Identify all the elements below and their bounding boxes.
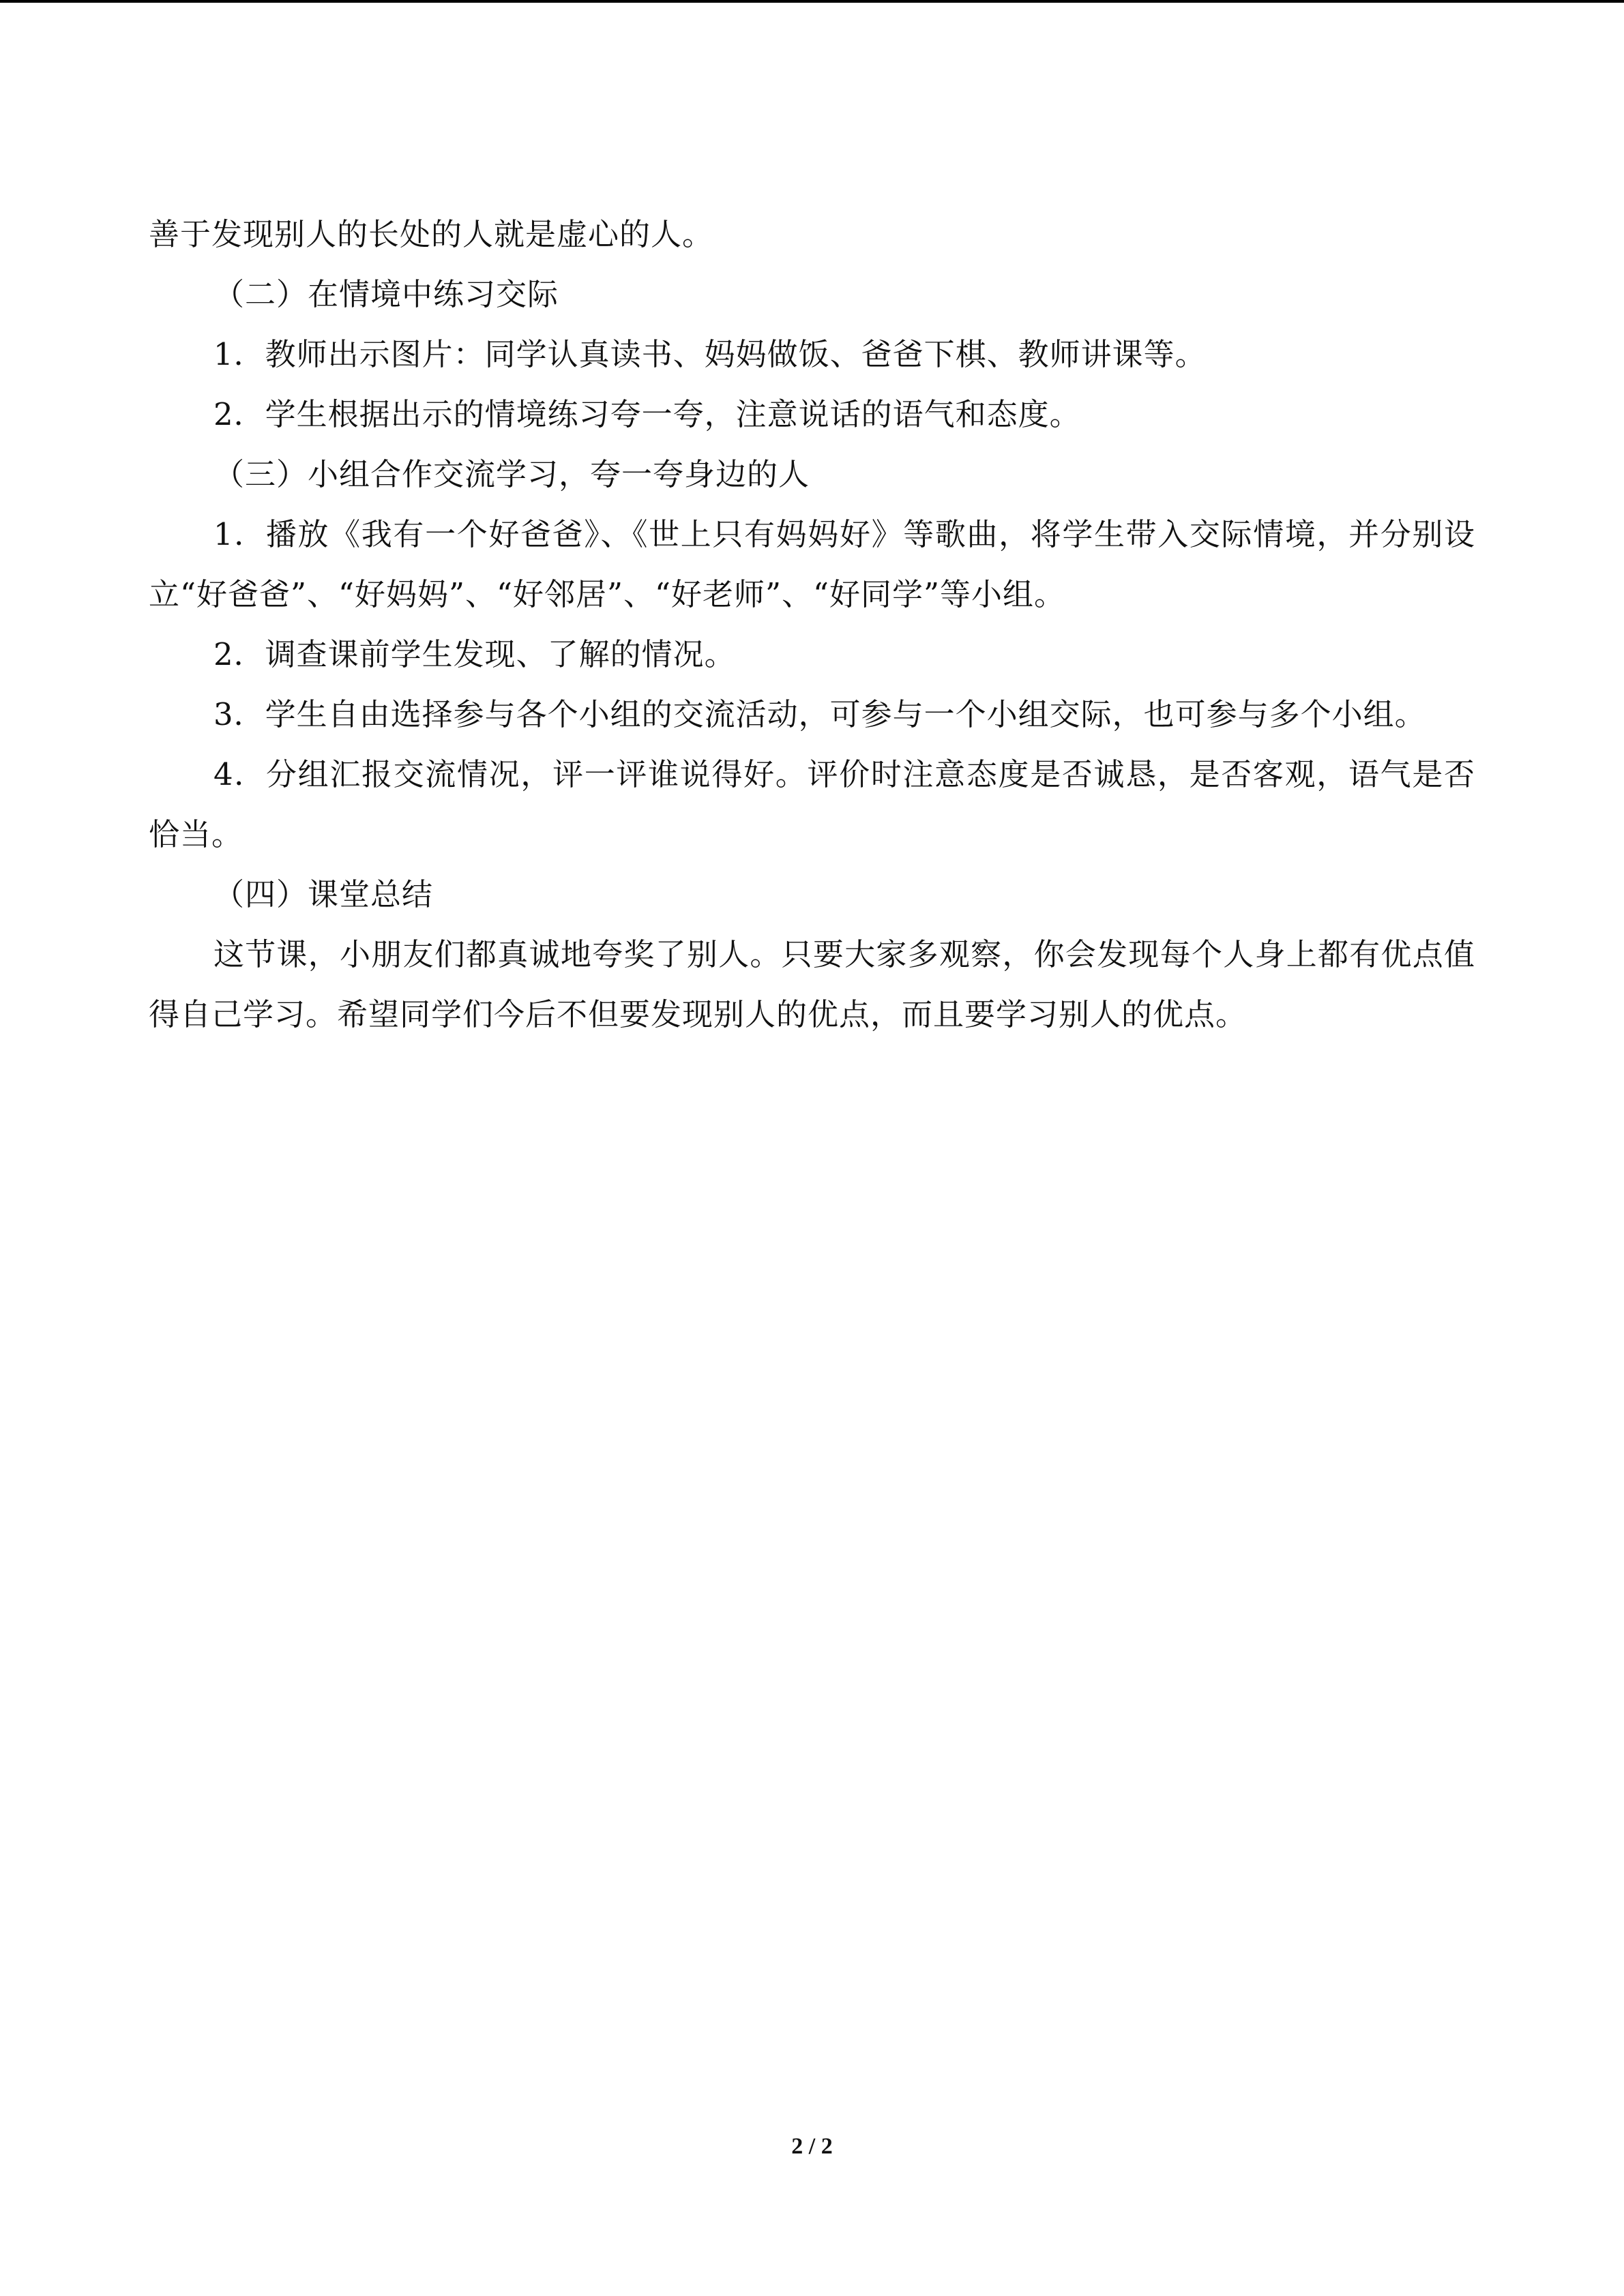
- paragraph-1: 善于发现别人的长处的人就是虚心的人。: [149, 216, 714, 252]
- paragraph-9: 4．分组汇报交流情况，评一评谁说得好。评价时注意态度是否诚恳，是否客观，语气是否恰当。: [149, 756, 1475, 852]
- paragraph-7: 2．调查课前学生发现、了解的情况。: [213, 636, 736, 672]
- page-number: 2 / 2: [791, 2134, 833, 2159]
- paragraph-6: 1．播放《我有一个好爸爸》、《世上只有妈妈好》等歌曲，将学生带入交际情境，并分别设立“好爸爸”、“好妈妈”、“好邻居”、“好老师”、“好同学”等小组。: [149, 516, 1475, 612]
- section-heading-2: （二）在情境中练习交际: [213, 276, 559, 312]
- section-heading-4: （四）课堂总结: [213, 876, 434, 912]
- paragraph-8: 3．学生自由选择参与各个小组的交流活动，可参与一个小组交际，也可参与多个小组。: [213, 696, 1426, 732]
- top-border-line: [0, 0, 1624, 3]
- paragraph-3: 1．教师出示图片：同学认真读书、妈妈做饭、爸爸下棋、教师讲课等。: [213, 336, 1207, 372]
- paragraph-11: 这节课，小朋友们都真诚地夸奖了别人。只要大家多观察，你会发现每个人身上都有优点值得自己学习。希望同学们今后不但要发现别人的优点，而且要学习别人的优点。: [149, 936, 1475, 1032]
- document-body: [149, 205, 1475, 1045]
- paragraph-4: 2．学生根据出示的情境练习夸一夸，注意说话的语气和态度。: [213, 396, 1081, 432]
- section-heading-3: （三）小组合作交流学习，夸一夸身边的人: [213, 456, 810, 492]
